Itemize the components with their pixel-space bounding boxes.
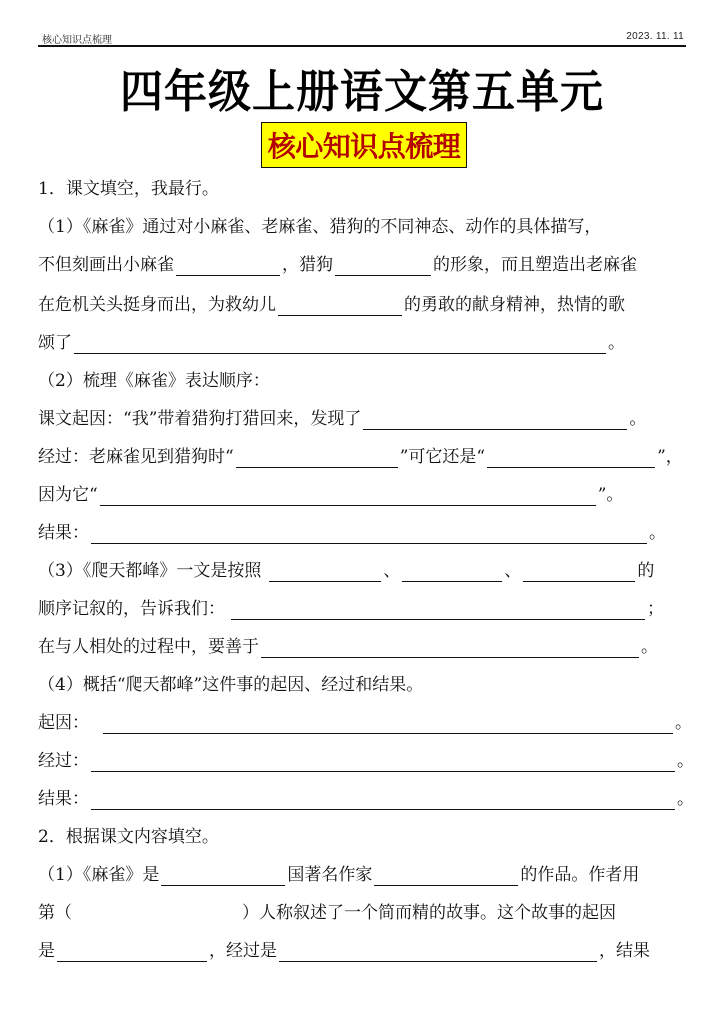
blank-sparrow-image[interactable] <box>176 257 280 276</box>
q2-cause: 课文起因：“我”带着猎狗打猎回来，发现了 。 <box>38 409 647 429</box>
blank-dog-image[interactable] <box>335 257 431 276</box>
blank-result[interactable] <box>91 525 647 544</box>
q1-line-2: 不但刻画出小麻雀 ，猎狗 的形象，而且塑造出老麻雀 <box>38 255 637 275</box>
subtitle-text: 核心知识点梳理 <box>267 130 461 163</box>
q1-line-1: （1）《麻雀》通过对小麻雀、老麻雀、猎狗的不同神态、动作的具体描写， <box>38 217 602 237</box>
section-2-heading: 2．根据课文内容填空。 <box>38 827 219 847</box>
s2-q1-line-2: 第（ ）人称叙述了一个简而精的故事。这个故事的起因 <box>38 903 616 923</box>
blank-order-1[interactable] <box>269 563 381 582</box>
blank-story-process[interactable] <box>279 943 597 962</box>
blank-story-cause[interactable] <box>57 943 207 962</box>
blank-climb-result[interactable] <box>91 791 675 810</box>
q1-line-4: 颂了 。 <box>38 333 625 353</box>
blank-order-2[interactable] <box>402 563 502 582</box>
q2-heading: （2）梳理《麻雀》表达顺序： <box>38 371 270 391</box>
q3-line-3: 在与人相处的过程中，要善于 。 <box>38 637 658 657</box>
q2-result: 结果： 。 <box>38 523 666 543</box>
blank-sparrow-action[interactable] <box>487 449 655 468</box>
blank-person[interactable] <box>74 905 240 924</box>
q2-process: 经过：老麻雀见到猎狗时“ ”可它还是“ ”， <box>38 447 683 467</box>
q1-line-3: 在危机关头挺身而出，为救幼儿 的勇敢的献身精神，热情的歌 <box>38 295 625 315</box>
blank-order-3[interactable] <box>523 563 635 582</box>
subtitle-banner <box>261 122 467 168</box>
q4-cause: 起因： 。 <box>38 713 692 733</box>
q2-reason: 因为它“ ”。 <box>38 485 624 505</box>
s2-q1-line-1: （1）《麻雀》是 国著名作家 的作品。作者用 <box>38 865 640 885</box>
section-1-heading: 1．课文填空，我最行。 <box>38 179 219 199</box>
blank-climb-cause[interactable] <box>103 715 673 734</box>
s2-q1-line-3: 是 ，经过是 ，结果 <box>38 941 650 961</box>
blank-lesson[interactable] <box>231 601 645 620</box>
q3-line-2: 顺序记叙的，告诉我们： ； <box>38 599 664 619</box>
blank-good-at[interactable] <box>261 639 639 658</box>
header-date: 2023. 11. 11 <box>626 31 684 42</box>
blank-country[interactable] <box>161 867 285 886</box>
header-divider <box>38 45 686 47</box>
blank-reason[interactable] <box>100 487 596 506</box>
blank-cause-found[interactable] <box>363 411 627 430</box>
blank-sparrow-feeling[interactable] <box>236 449 398 468</box>
blank-climb-process[interactable] <box>91 753 675 772</box>
q3-line-1: （3）《爬天都峰》一文是按照 、 、 的 <box>38 561 655 581</box>
q4-result: 结果： 。 <box>38 789 694 809</box>
blank-praised[interactable] <box>74 335 606 354</box>
header-label: 核心知识点梳理 <box>42 35 112 46</box>
page-title: 四年级上册语文第五单元 <box>120 65 604 119</box>
blank-author[interactable] <box>374 867 518 886</box>
q4-process: 经过： 。 <box>38 751 694 771</box>
q4-heading: （4）概括“爬天都峰”这件事的起因、经过和结果。 <box>38 675 424 695</box>
blank-save-young[interactable] <box>278 297 402 316</box>
